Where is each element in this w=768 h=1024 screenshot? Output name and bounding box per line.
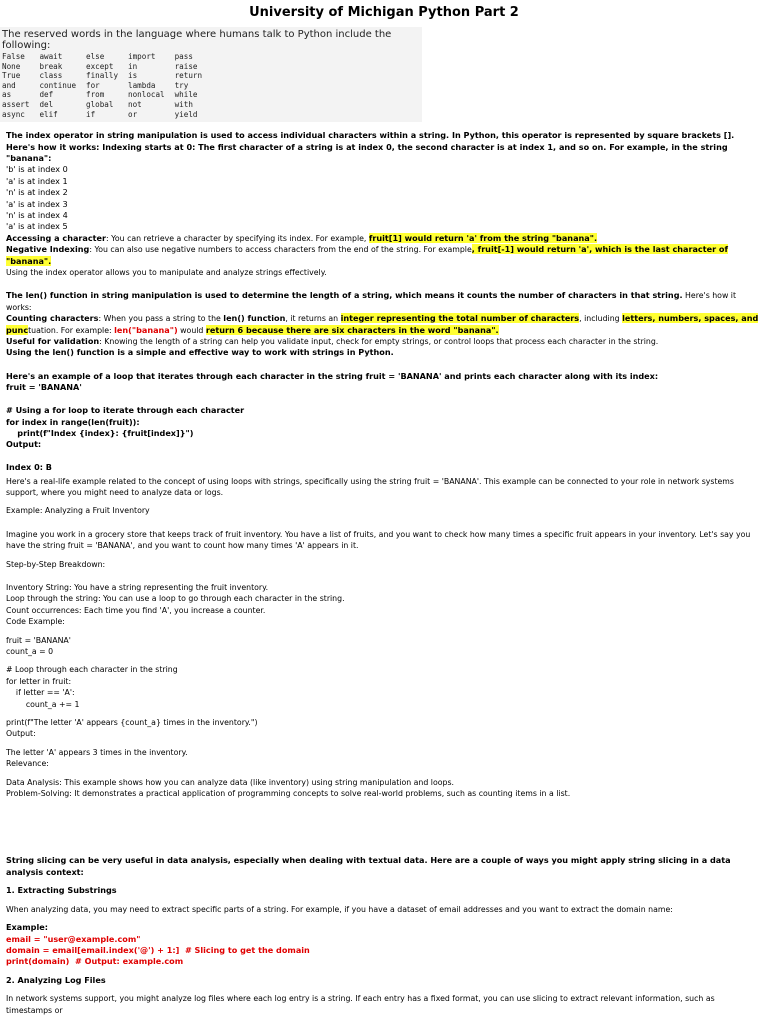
- loop-code-block: [6, 382, 762, 473]
- keyword-cell: and: [2, 80, 16, 90]
- code-line: # Using a for loop to iterate through each character: [6, 405, 245, 416]
- keyword-cell: global: [86, 99, 114, 109]
- negative-label: Negative Indexing: [6, 244, 90, 255]
- step-line: Count occurrences: Each time you find 'A', you increase a counter.: [6, 605, 266, 615]
- index-item: 'n' is at index 2: [6, 187, 68, 198]
- keyword-cell: return: [174, 71, 203, 81]
- slicing-sub2: 2. Analyzing Log Files: [6, 974, 106, 985]
- counting-bold: len() function: [223, 313, 286, 324]
- counting-highlight-1: integer representing the total number of characters: [340, 313, 580, 324]
- code-line: for index in range(len(fruit)):: [6, 416, 140, 427]
- keywords-box: [0, 27, 422, 122]
- keyword-cell: except: [86, 61, 114, 71]
- keyword-cell: pass: [174, 52, 193, 61]
- keyword-cell: while: [174, 90, 198, 100]
- negative-text: : You can also use negative numbers to access characters from the end of the string. For example: [89, 245, 472, 255]
- counting-label: Counting characters: [6, 313, 99, 324]
- accessing-label: Accessing a character: [6, 232, 107, 243]
- index-heading: The index operator in string manipulation is used to access individual characters within a string. In Python, this operator is represented by square brackets []. Here's how it works: Indexing starts at 0: The first character of a string is at index 0, the second character is at index 1, and so on. For example, in the string "banana":: [6, 130, 735, 163]
- index-item: 'a' is at index 5: [6, 221, 68, 232]
- keyword-cell: import: [128, 52, 156, 61]
- step-line: Code Example:: [6, 617, 65, 627]
- fruit-scenario: Imagine you work in a grocery store that keeps track of fruit inventory. You have a list of fruits, and you want to check how many times a specific fruit appears in your inventory. Let's say you have the string fruit = 'BANANA', and you want to count how many times 'A' appears in it.: [6, 529, 751, 551]
- slicing-heading: String slicing can be very useful in data analysis, especially when dealing with textual data. Here are a couple of ways you might apply string slicing in a data analysis context:: [6, 855, 731, 877]
- counting-red-code: len("banana"): [114, 324, 178, 335]
- code-line: email = "user@example.com": [6, 933, 141, 944]
- keyword-cell: del: [39, 99, 54, 109]
- counting-text-1: : When you pass a string to the: [98, 314, 224, 324]
- code-line: print(domain) # Output: example.com: [6, 956, 184, 967]
- len-heading: The len() function in string manipulation is used to determine the length of a string, which means it counts the number of characters in that string.: [6, 290, 683, 301]
- code-line: print(f"Index {index}: {fruit[index]}"): [6, 427, 194, 438]
- counting-text-2: , it returns an: [285, 314, 341, 324]
- keyword-cell: continue: [39, 80, 77, 90]
- keyword-cell: nonlocal: [128, 90, 165, 100]
- keyword-cell: raise: [174, 61, 198, 71]
- keyword-cell: None: [2, 61, 21, 71]
- loop-heading: Here's an example of a loop that iterates through each character in the string fruit = 'BANANA' and prints each character along with its index:: [6, 370, 659, 381]
- counting-text-3: , including: [579, 314, 623, 324]
- code-line: if letter == 'A':: [6, 688, 75, 698]
- keyword-cell: is: [128, 71, 138, 81]
- code-line: count_a += 1: [6, 699, 80, 709]
- code-line: fruit = 'BANANA': [6, 635, 71, 645]
- index-item: 'a' is at index 1: [6, 175, 68, 186]
- code-line: [6, 394, 762, 405]
- slicing-example-label: Example:: [6, 922, 48, 933]
- index-item: 'n' is at index 4: [6, 210, 68, 220]
- index-list: [6, 164, 762, 232]
- code-line: count_a = 0: [6, 647, 54, 656]
- keyword-cell: with: [174, 99, 193, 109]
- output-line: The letter 'A' appears 3 times in the inventory.: [6, 747, 188, 757]
- keyword-cell: def: [39, 90, 54, 100]
- code-line: Output:: [6, 729, 36, 739]
- keyword-cell: else: [86, 52, 105, 61]
- len-closing: Using the len() function is a simple and effective way to work with strings in Python.: [6, 347, 394, 358]
- validation-paragraph: [6, 336, 762, 347]
- keyword-cell: try: [174, 80, 189, 90]
- keyword-cell: elif: [39, 109, 58, 119]
- fruit-code-3: [6, 717, 762, 740]
- fruit-example-title: Example: Analyzing a Fruit Inventory: [6, 506, 150, 516]
- keyword-cell: or: [128, 109, 138, 119]
- index-item: 'a' is at index 3: [6, 198, 68, 209]
- keyword-cell: True: [2, 71, 21, 81]
- counting-paragraph: [6, 313, 762, 336]
- code-line: for letter in fruit:: [6, 676, 72, 686]
- slicing-sub1-text: When analyzing data, you may need to extract specific parts of a string. For example, if you have a dataset of email addresses and you want to extract the domain name:: [6, 904, 673, 914]
- step-line: Loop through the string: You can use a loop to go through each character in the string.: [6, 594, 345, 604]
- steps-list: [6, 582, 762, 628]
- len-heading-paragraph: [6, 290, 762, 313]
- accessing-text: : You can retrieve a character by specifying its index. For example,: [106, 233, 369, 243]
- keyword-cell: for: [86, 80, 100, 90]
- output-line: Relevance:: [6, 759, 49, 769]
- keyword-cell: if: [86, 109, 96, 119]
- slicing-sub1: 1. Extracting Substrings: [6, 885, 117, 896]
- code-line: Index 0: B: [6, 462, 52, 473]
- fruit-output: [6, 747, 762, 770]
- step-line: Inventory String: You have a string representing the fruit inventory.: [6, 582, 269, 592]
- keyword-cell: yield: [174, 109, 198, 119]
- code-line: fruit = 'BANANA': [6, 382, 82, 393]
- keyword-cell: in: [128, 61, 138, 71]
- keyword-cell: async: [2, 109, 25, 119]
- validation-label: Useful for validation: [6, 336, 100, 347]
- accessing-paragraph: [6, 233, 762, 244]
- keyword-cell: False: [2, 52, 25, 61]
- keyword-cell: from: [86, 90, 105, 100]
- fruit-code-1: [6, 635, 762, 658]
- fruit-code-2: [6, 664, 762, 710]
- counting-text-4: tuation. For example:: [28, 325, 115, 335]
- keyword-cell: finally: [86, 71, 119, 81]
- keyword-cell: await: [39, 52, 63, 61]
- keyword-cell: not: [128, 99, 142, 109]
- code-line: print(f"The letter 'A' appears {count_a} times in the inventory."): [6, 718, 258, 728]
- keywords-grid: [2, 52, 422, 119]
- validation-text: : Knowing the length of a string can help you validate input, check for empty strings, or control loops that process each character in the string.: [99, 337, 659, 347]
- index-item: 'b' is at index 0: [6, 164, 68, 175]
- keyword-cell: class: [39, 71, 63, 81]
- code-line: [6, 451, 762, 462]
- keyword-cell: lambda: [128, 80, 156, 90]
- code-line: # Loop through each character in the string: [6, 665, 178, 675]
- len-heading-tail: Here's how it works:: [6, 291, 737, 312]
- index-closing: Using the index operator allows you to manipulate and analyze strings effectively.: [6, 268, 327, 278]
- counting-highlight-2: letters, numbers, spaces, and punc: [6, 313, 759, 335]
- slicing-code-block: [6, 934, 762, 968]
- negative-paragraph: [6, 244, 762, 267]
- fruit-intro: Here's a real-life example related to the concept of using loops with strings, specifically using the string fruit = 'BANANA'. This example can be connected to your role in network systems support, where you might need to analyze data or logs.: [6, 476, 734, 497]
- keywords-intro: The reserved words in the language where humans talk to Python include the following:: [2, 29, 392, 51]
- breakdown-title: Step-by-Step Breakdown:: [6, 559, 106, 569]
- accessing-highlight: fruit[1] would return 'a' from the string "banana".: [368, 232, 598, 243]
- keyword-cell: break: [39, 61, 63, 71]
- counting-text-5: would: [177, 325, 206, 335]
- keyword-cell: as: [2, 90, 12, 100]
- relevance-line: Problem-Solving: It demonstrates a practical application of programming concepts to solve real-world problems, such as counting items in a list.: [6, 789, 571, 799]
- keyword-cell: assert: [2, 99, 30, 109]
- code-line: Output:: [6, 439, 42, 450]
- relevance-line: Data Analysis: This example shows how you can analyze data (like inventory) using string manipulation and loops.: [6, 777, 454, 787]
- relevance-list: [6, 777, 762, 800]
- document-body: [0, 122, 768, 1016]
- slicing-sub2-text: In network systems support, you might analyze log files where each log entry is a string. If each entry has a fixed format, you can use slicing to extract relevant information, such as timestamps or: [6, 994, 715, 1015]
- counting-highlight-3: return 6 because there are six characters in the word "banana".: [205, 324, 499, 335]
- negative-highlight: , fruit[-1] would return 'a', which is the last character of "banana".: [6, 244, 728, 266]
- code-line: domain = email[email.index('@') + 1:] # Slicing to get the domain: [6, 944, 310, 955]
- document-title: University of Michigan Python Part 2: [249, 5, 519, 20]
